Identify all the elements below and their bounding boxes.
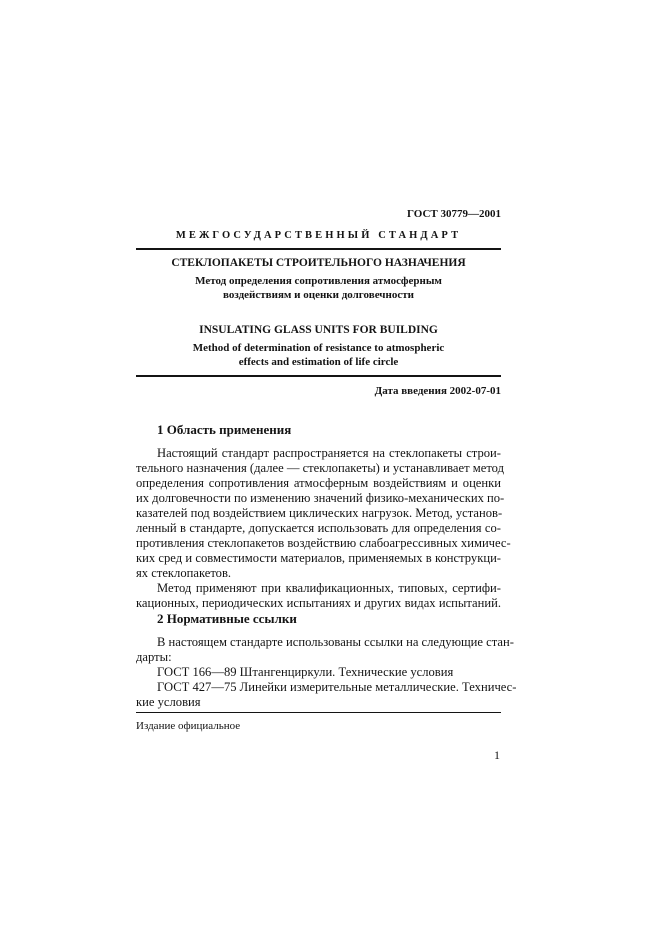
title-russian: СТЕКЛОПАКЕТЫ СТРОИТЕЛЬНОГО НАЗНАЧЕНИЯ bbox=[171, 257, 466, 269]
subtitle-english-line-2: effects and estimation of life circle bbox=[238, 356, 399, 368]
subtitle-english-line-1: Method of determination of resistance to atmospheric bbox=[192, 342, 445, 354]
section-1-line: кационных, периодических испытаниях и других видах испытаний. bbox=[136, 596, 501, 610]
section-2-line: ГОСТ 427—75 Линейки измерительные металлические. Техничес- bbox=[157, 680, 517, 694]
title-english: INSULATING GLASS UNITS FOR BUILDING bbox=[199, 324, 438, 336]
header-divider bbox=[136, 248, 501, 250]
section-1-line: ях стеклопакетов. bbox=[136, 566, 232, 580]
section-1-line: определения сопротивления атмосферным воздействиям и оценки bbox=[136, 476, 501, 490]
edition-label: Издание официальное bbox=[136, 720, 241, 732]
section-1-line: казателей под воздействием циклических нагрузок. Метод, установ- bbox=[136, 506, 503, 520]
section-2-line: ГОСТ 166—89 Штангенциркули. Технические условия bbox=[157, 665, 454, 679]
introduction-date: Дата введения 2002-07-01 bbox=[374, 385, 501, 397]
section-1-heading: 1 Область применения bbox=[157, 422, 292, 437]
section-1-line: их долговечности по изменению значений физико-механических по- bbox=[136, 491, 505, 505]
section-1-line: ленный в стандарте, допускается использовать для определения со- bbox=[136, 521, 501, 535]
subtitle-russian-line-1: Метод определения сопротивления атмосферным bbox=[195, 275, 442, 287]
section-1-line: Настоящий стандарт распространяется на стеклопакеты строи- bbox=[157, 446, 501, 460]
interstate-standard-label: МЕЖГОСУДАРСТВЕННЫЙ СТАНДАРТ bbox=[175, 230, 462, 241]
page-number: 1 bbox=[494, 748, 500, 762]
document-number: ГОСТ 30779—2001 bbox=[407, 208, 501, 220]
section-2-line: В настоящем стандарте использованы ссылки на следующие стан- bbox=[157, 635, 514, 649]
section-1-line: Метод применяют при квалификационных, типовых, сертифи- bbox=[157, 581, 501, 595]
footer-divider bbox=[136, 712, 501, 713]
section-2-heading: 2 Нормативные ссылки bbox=[157, 611, 297, 626]
section-2-line: кие условия bbox=[136, 695, 201, 709]
title-divider bbox=[136, 375, 501, 377]
subtitle-english bbox=[136, 341, 501, 369]
section-1-line: ких сред и совместимости материалов, применяемых в конструкци- bbox=[136, 551, 501, 565]
section-1-line: противления стеклопакетов воздействию слабоагрессивных химичес- bbox=[136, 536, 511, 550]
section-2-line: дарты: bbox=[136, 650, 172, 664]
section-1-line: тельного назначения (далее — стеклопакеты) и устанавливает метод bbox=[136, 461, 505, 475]
subtitle-russian-line-2: воздействиям и оценки долговечности bbox=[223, 289, 414, 301]
subtitle-russian bbox=[156, 274, 481, 302]
